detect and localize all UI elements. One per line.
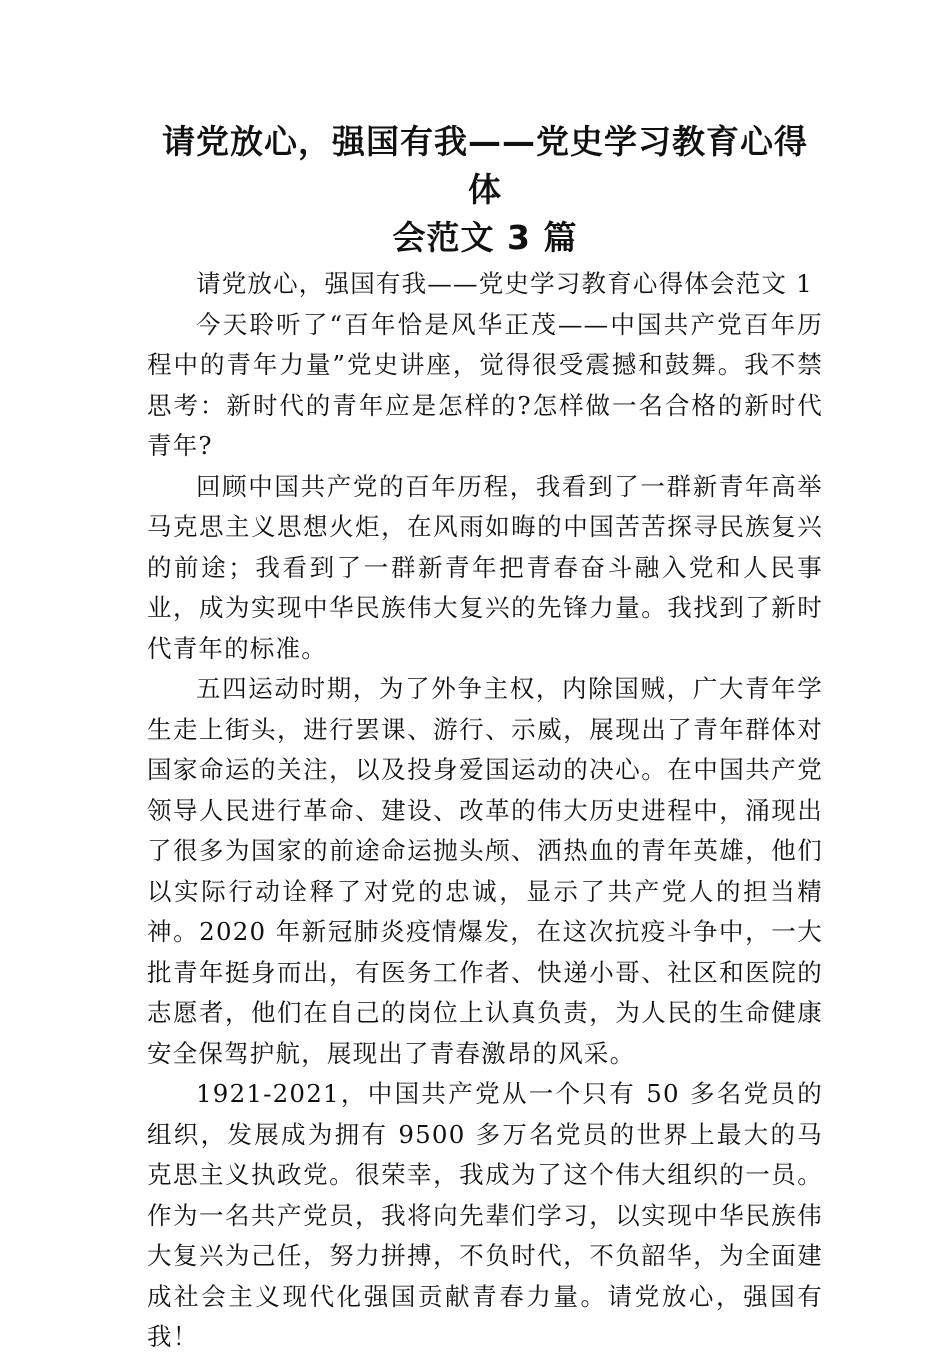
document-title xyxy=(147,118,823,262)
paragraph-1: 今天聆听了“百年恰是风华正茂——中国共产党百年历程中的青年力量”党史讲座，觉得很受震撼和鼓舞。我不禁思考：新时代的青年应是怎样的?怎样做一名合格的新时代青年? xyxy=(147,309,823,460)
paragraph-2: 回顾中国共产党的百年历程，我看到了一群新青年高举马克思主义思想火炬，在风雨如晦的中国苦苦探寻民族复兴的前途；我看到了一群新青年把青春奋斗融入党和人民事业，成为实现中华民族伟大复兴的先锋力量。我找到了新时代青年的标准。 xyxy=(147,471,823,663)
essay-heading: 请党放心，强国有我——党史学习教育心得体会范文 1 xyxy=(196,269,813,298)
document-page xyxy=(147,118,823,1358)
paragraph-3: 五四运动时期，为了外争主权，内除国贼，广大青年学生走上街头，进行罢课、游行、示威，展现出了青年群体对国家命运的关注，以及投身爱国运动的决心。在中国共产党领导人民进行革命、建设、改革的伟大历史进程中，涌现出了很多为国家的前途命运抛头颅、洒热血的青年英雄，他们以实际行动诠释了对党的忠诚，显示了共产党人的担当精神。2020 年新冠肺炎疫情爆发，在这次抗疫斗争中，一大批青年挺身而出，有医务工作者、快递小哥、社区和医院的志愿者，他们在自己的岗位上认真负责，为人民的生命健康安全保驾护航，展现出了青春激昂的风采。 xyxy=(147,674,823,1068)
title-line-2: 会范文 3 篇 xyxy=(392,218,578,257)
title-line-1: 请党放心，强国有我——党史学习教育心得体 xyxy=(162,122,808,209)
paragraph-4: 1921-2021，中国共产党从一个只有 50 多名党员的组织，发展成为拥有 9500 多万名党员的世界上最大的马克思主义执政党。很荣幸，我成为了这个伟大组织的一员。作为一名共产党员，我将向先辈们学习，以实现中华民族伟大复兴为己任，努力拼搏，不负时代，不负韶华，为全面建成社会主义现代化强国贡献青春力量。请党放心，强国有我！ xyxy=(147,1079,823,1351)
document-body xyxy=(147,264,823,1358)
